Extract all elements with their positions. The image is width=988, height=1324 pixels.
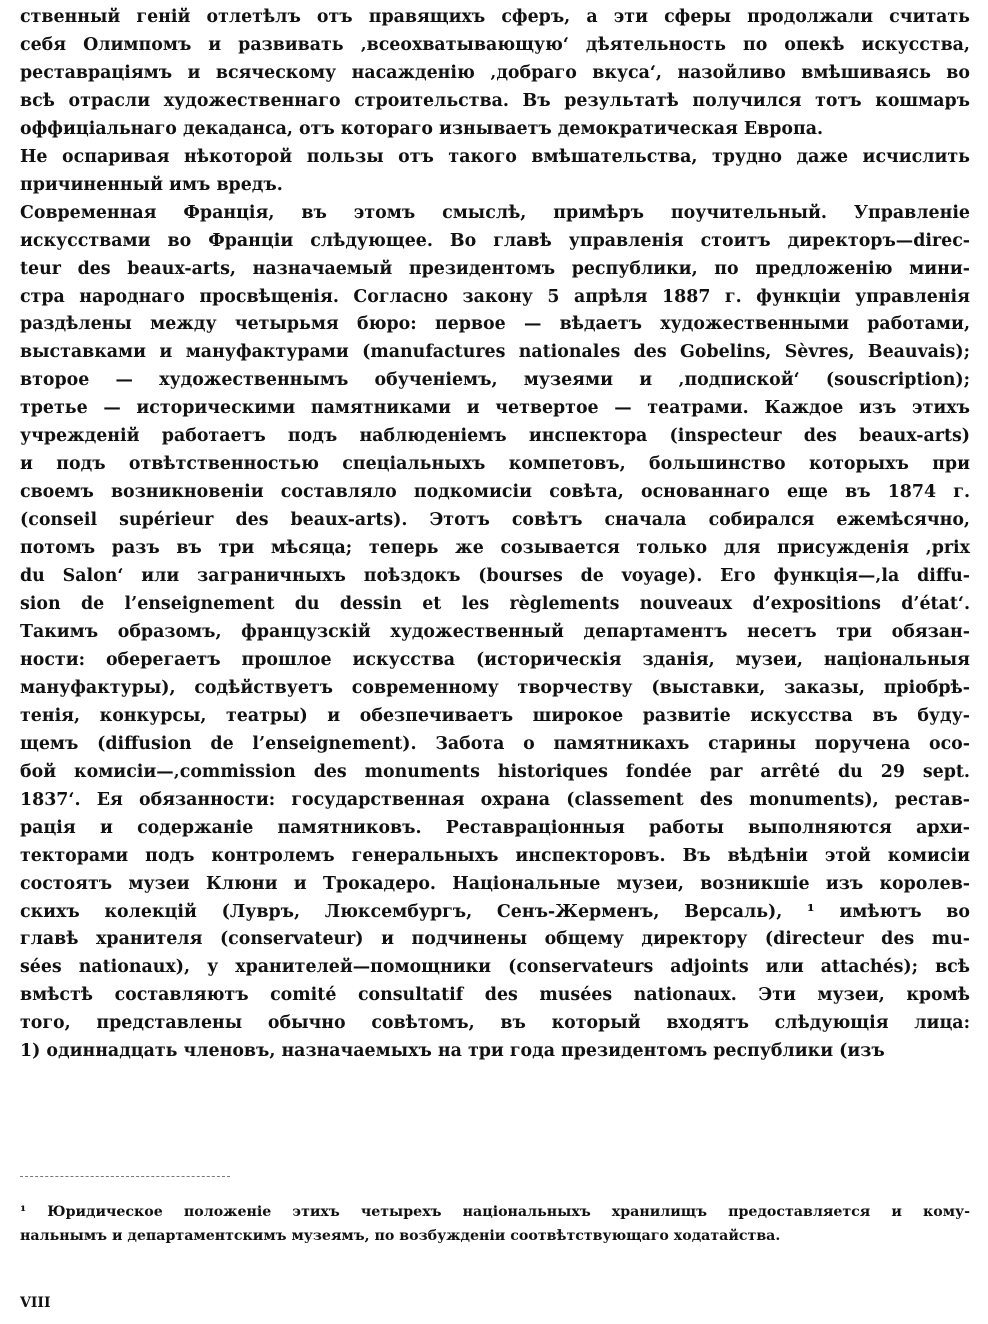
text-line: состоятъ музеи Клюни и Трокадеро. Національные музеи, возникшіе изъ королев-: [20, 873, 970, 894]
text-line: щемъ (diffusion de l’enseignement). Забота о памятникахъ старины поручена осо-: [20, 733, 970, 754]
text-line: потомъ разъ въ три мѣсяца; теперь же созывается только для присужденія ‚prix: [20, 538, 970, 559]
text-line: раздѣлены между четырьмя бюро: первое — вѣдаетъ художественными работами,: [20, 314, 970, 335]
main-text-column: [20, 4, 970, 1066]
text-line: всѣ отрасли художественнаго строительства. Въ результатѣ получился тотъ кошмаръ: [20, 90, 970, 111]
text-line: sion de l’enseignement du dessin et les règlements nouveaux d’expositions d’état‘.: [20, 594, 970, 615]
footnote-line: ¹ Юридическое положеніе этихъ четырехъ національныхъ хранилищъ предоставляется и кому-: [20, 1204, 970, 1220]
text-line: стра народнаго просвѣщенія. Согласно закону 5 апрѣля 1887 г. функціи управленія: [20, 286, 970, 307]
text-line: мануфактуры), содѣйствуетъ современному творчеству (выставки, заказы, пріобрѣ-: [20, 677, 970, 698]
text-line: учрежденій работаетъ подъ наблюденіемъ инспектора (inspecteur des beaux-arts): [20, 426, 970, 447]
text-line: того, представлены обычно совѣтомъ, въ который входятъ слѣдующія лица:: [20, 1013, 970, 1034]
text-line: teur des beaux-arts, назначаемый президентомъ республики, по предложенію мини-: [20, 258, 970, 279]
text-line: главѣ хранителя (conservateur) и подчинены общему директору (directeur des mu-: [20, 929, 970, 950]
text-line: вмѣстѣ составляютъ comité consultatif des musées nationaux. Эти музеи, кромѣ: [20, 985, 970, 1006]
text-line: тенія, конкурсы, театры) и обезпечиваетъ широкое развитіе искусства въ буду-: [20, 705, 970, 726]
text-line: своемъ возникновеніи составляло подкомисіи совѣта, основаннаго еще въ 1874 г.: [20, 482, 970, 503]
text-line: третье — историческими памятниками и четвертое — театрами. Каждое изъ этихъ: [20, 398, 970, 419]
text-line: реставраціямъ и всяческому насажденію ‚добраго вкуса‘, назойливо вмѣшиваясь во: [20, 62, 970, 83]
text-line: (conseil supérieur des beaux-arts). Этотъ совѣтъ сначала собирался ежемѣсячно,: [20, 510, 970, 531]
footnote-separator: [20, 1176, 230, 1177]
text-line: sées nationaux), у хранителей—помощники (conservateurs adjoints или attachés); всѣ: [20, 957, 970, 978]
text-line: 1) одиннадцать членовъ, назначаемыхъ на три года президентомъ республики (изъ: [20, 1041, 885, 1062]
text-line: du Salon‘ или заграничныхъ поѣздокъ (bourses de voyage). Его функція—‚la diffu-: [20, 566, 970, 587]
text-line: 1837‘. Ея обязанности: государственная охрана (classement des monuments), рестав-: [20, 789, 970, 810]
text-line: выставками и мануфактурами (manufactures nationales des Gobelins, Sèvres, Beauvais);: [20, 342, 970, 363]
text-line: бой комисіи—‚commission des monuments historiques fondée par arrêté du 29 sept.: [20, 761, 970, 782]
text-line: ственный геній отлетѣлъ отъ правящихъ сферъ, а эти сферы продолжали считать: [20, 7, 970, 27]
text-line: и подъ отвѣтственностью спеціальныхъ компетовъ, большинство которыхъ при: [20, 454, 970, 475]
text-line: Современная Франція, въ этомъ смыслѣ, примѣръ поучительный. Управленіе: [20, 202, 970, 223]
text-line: рація и содержаніе памятниковъ. Реставраціонныя работы выполняются архи-: [20, 817, 970, 838]
text-line: второе — художественнымъ обученіемъ, музеями и ‚подпиской‘ (souscription);: [20, 370, 970, 391]
text-line: себя Олимпомъ и развивать ‚всеохватывающую‘ дѣятельность по опекѣ искусства,: [20, 34, 970, 55]
footnote-line: нальнымъ и департаментскимъ музеямъ, по возбужденіи соотвѣтствующаго ходатайства.: [20, 1228, 781, 1244]
text-line: ности: оберегаетъ прошлое искусства (историческія зданія, музеи, національныя: [20, 649, 970, 670]
text-line: скихъ колекцій (Лувръ, Люксембургъ, Сенъ-Жерменъ, Версаль), ¹ имѣютъ во: [20, 901, 970, 922]
text-line: причиненный имъ вредъ.: [20, 174, 283, 195]
text-line: оффиціальнаго декаданса, отъ котораго изнываетъ демократическая Европа.: [20, 118, 824, 139]
text-line: искусствами во Франціи слѣдующее. Во главѣ управленія стоитъ директоръ—direc-: [20, 230, 970, 251]
page-number: VIII: [20, 1295, 51, 1311]
footnote-block: [20, 1200, 970, 1248]
text-line: текторами подъ контролемъ генеральныхъ инспекторовъ. Въ вѣдѣніи этой комисіи: [20, 845, 970, 866]
text-line: Не оспаривая нѣкоторой пользы отъ такого вмѣшательства, трудно даже исчислить: [20, 146, 970, 167]
text-line: Такимъ образомъ, французскій художественный департаментъ несетъ три обязан-: [20, 621, 970, 642]
